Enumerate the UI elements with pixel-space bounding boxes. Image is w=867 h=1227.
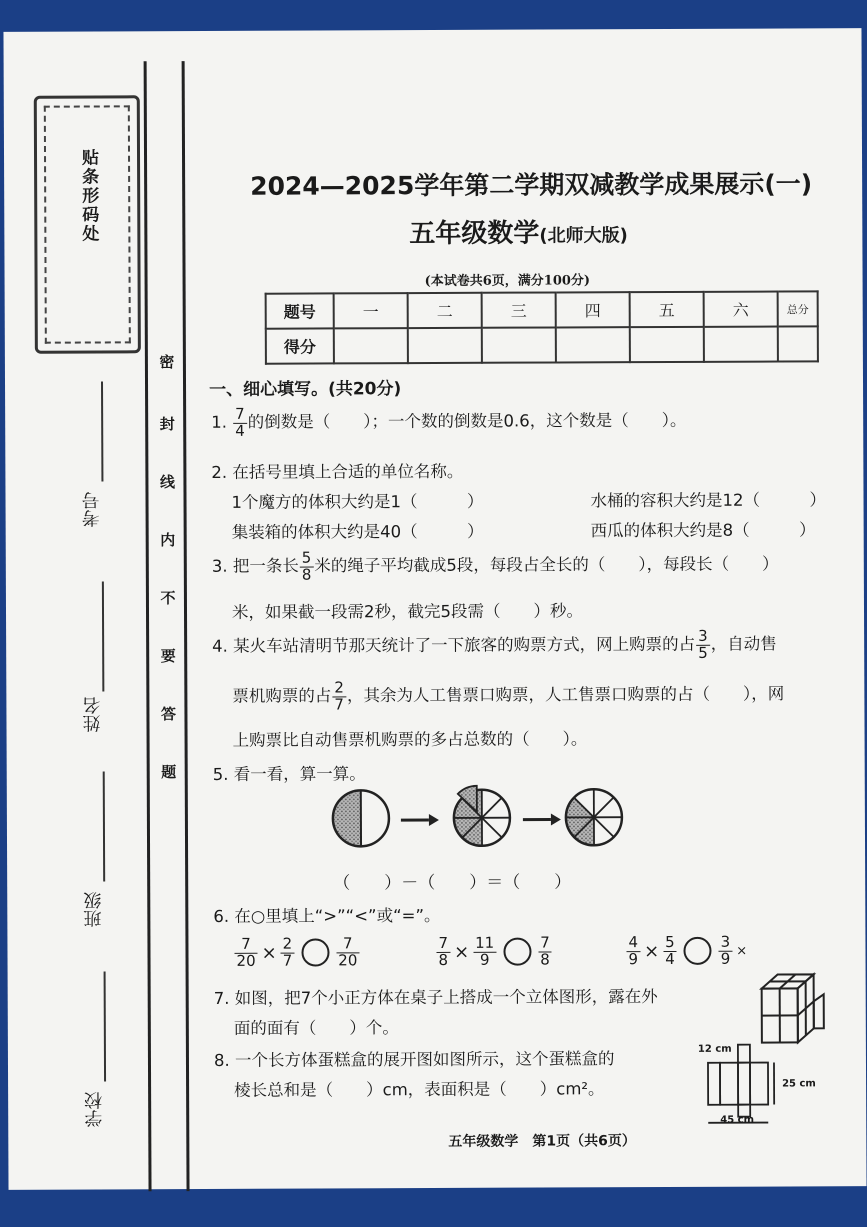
score-table-col: 总分 [778, 291, 818, 326]
name-line [102, 581, 104, 691]
edition-label: (北师大版) [539, 225, 628, 247]
fraction: $\frac{4}{9}$ [628, 933, 639, 968]
times-sign: × [643, 940, 660, 962]
exam-number-line [101, 381, 103, 481]
question-4-line2 [232, 678, 784, 713]
fraction: $\frac{5}{4}$ [665, 932, 675, 968]
compare-circle[interactable] [503, 938, 531, 966]
question-text: 在括号里填上合适的单位名称。 [232, 461, 464, 482]
score-cell[interactable] [482, 327, 556, 362]
q2-item: 1个魔方的体积大约是1（ ） [231, 491, 484, 512]
seal-char: 答 [160, 705, 176, 724]
dimension-label: 25 cm [782, 1078, 816, 1090]
seal-char: 内 [160, 531, 176, 550]
binding-line-left [144, 61, 152, 1191]
subject-name: 五年级数学 [409, 218, 540, 250]
result-circle-figure [566, 789, 622, 845]
question-text: 某火车站清明节那天统计了一下旅客的购票方式，网上购票的占 [233, 634, 696, 656]
score-cell[interactable] [778, 326, 818, 361]
q6-expression [435, 935, 552, 968]
class-line [103, 771, 105, 881]
compare-circle[interactable] [684, 937, 712, 965]
score-cell[interactable] [334, 328, 408, 363]
question-7-line2: 面的面有（ ）个。 [233, 1018, 399, 1038]
fraction: $\frac{7}{20}$ [336, 936, 359, 969]
barcode-area [34, 95, 141, 353]
times-sign: × [736, 943, 748, 959]
fraction: $\frac{7}{4}$ [235, 404, 245, 440]
question-3-line2: 米，如果截一段需2秒，截完5段需（ ）秒。 [231, 601, 584, 622]
score-table-col: 五 [630, 292, 704, 327]
question-number: 1. [211, 412, 227, 432]
q5-equation: （ ）－（ ）＝（ ） [333, 872, 572, 894]
q2-item: 西瓜的体积大约是8（ ） [590, 520, 816, 541]
q2-item: 集装箱的体积大约是40（ ） [231, 521, 484, 542]
fraction: $\frac{3}{9}$ [720, 932, 731, 968]
question-text: ，其余为人工售票口购票，人工售票口购票的占（ ），网 [346, 684, 785, 706]
question-text: 票机购票的占 [232, 686, 332, 706]
fraction: $\frac{2}{7}$ [282, 934, 293, 970]
question-8-line2: 棱长总和是（ ）cm，表面积是（ ）cm²。 [234, 1079, 605, 1100]
binding-line-right [182, 61, 190, 1191]
score-cell[interactable] [704, 327, 778, 362]
seal-char: 不 [160, 589, 176, 608]
question-number: 3. [211, 556, 228, 576]
exam-note: (本试卷共6页，满分100分) [424, 273, 591, 290]
score-table-col: 二 [408, 293, 482, 328]
question-4 [212, 626, 777, 664]
q5-circles-figure [325, 781, 625, 858]
compare-circle[interactable] [301, 939, 329, 967]
score-table-col: 四 [556, 292, 630, 327]
barcode-label: 贴条形码处 [77, 148, 99, 244]
score-cell[interactable] [630, 327, 704, 362]
question-text: 如图，把7个小正方体在桌子上搭成一个立体图形，露在外 [234, 987, 658, 1008]
score-table-header-row [266, 291, 818, 328]
question-7 [214, 983, 658, 1009]
score-table [265, 290, 819, 364]
page-footer: 五年级数学 第1页（共6页） [448, 1133, 636, 1150]
question-text: 米的绳子平均截成5段，每段占全长的（ ），每段长（ ） [314, 554, 779, 576]
q2-item: 水桶的容积大约是12（ ） [590, 490, 827, 511]
dimension-label: 12 cm [697, 1043, 732, 1055]
question-number: 6. [213, 906, 230, 926]
fraction: $\frac{7}{8}$ [438, 933, 449, 969]
exam-title: 2024—2025学年第二学期双减教学成果展示(一) [250, 169, 813, 201]
question-4-line3: 上购票比自动售票机购票的多占总数的（ ）。 [232, 729, 588, 750]
times-sign: × [453, 941, 470, 963]
class-label: 班级 [83, 891, 105, 928]
seal-char: 线 [159, 473, 175, 492]
score-table-row-label: 得分 [266, 328, 334, 363]
question-text: 看一看，算一算。 [233, 764, 366, 784]
question-number: 4. [212, 636, 228, 656]
eighths-circle-figure [454, 786, 510, 846]
exam-paper [3, 28, 866, 1190]
question-text: 在○里填上“>”“<”或“=”。 [234, 905, 441, 926]
question-text: 的倒数是（ ）；一个数的倒数是0.6，这个数是（ ）。 [247, 410, 687, 432]
question-number: 7. [213, 988, 230, 1008]
seal-char: 封 [159, 415, 175, 434]
cube-stack-figure [758, 966, 828, 1046]
question-text: 一个长方体蛋糕盒的展开图如图所示，这个蛋糕盒的 [234, 1049, 615, 1070]
score-table-col: 六 [704, 292, 778, 327]
question-text: ，自动售 [710, 634, 777, 654]
fraction: $\frac{7}{8}$ [540, 933, 550, 969]
fraction: $\frac{11}{9}$ [473, 936, 496, 969]
question-5 [213, 760, 366, 785]
score-table-col: 三 [482, 292, 556, 327]
score-table-col: 一 [334, 293, 408, 328]
times-sign: × [261, 942, 277, 964]
fraction: $\frac{5}{8}$ [301, 548, 312, 584]
arrow-right-icon [401, 814, 439, 826]
score-cell[interactable] [408, 328, 482, 363]
half-circle-figure [333, 790, 389, 846]
school-line [104, 971, 106, 1081]
fraction: $\frac{3}{5}$ [698, 626, 708, 662]
score-table-row-label: 题号 [266, 293, 334, 328]
score-cell[interactable] [556, 327, 630, 362]
school-label: 学校 [84, 1091, 106, 1128]
arrow-right-icon [523, 813, 561, 825]
seal-char: 密 [159, 353, 175, 372]
question-number: 5. [212, 764, 229, 784]
exam-subject-title [409, 212, 628, 250]
dimension-label: 45 cm [720, 1114, 755, 1126]
section-title: 一、细心填写。(共20分) [208, 379, 402, 400]
question-8 [214, 1045, 615, 1071]
fraction: $\frac{7}{20}$ [234, 937, 257, 970]
score-table-score-row [266, 326, 818, 363]
question-3 [212, 549, 779, 584]
q6-expression [625, 932, 750, 968]
question-number: 8. [213, 1050, 230, 1070]
question-number: 2. [211, 462, 228, 482]
seal-char: 要 [160, 647, 176, 666]
fraction: $\frac{2}{7}$ [334, 678, 345, 714]
exam-number-label: 考号 [81, 491, 103, 528]
question-6 [213, 902, 440, 927]
question-1 [211, 405, 686, 440]
seal-char: 题 [161, 763, 177, 782]
question-2 [211, 458, 463, 483]
question-text: 把一条长 [232, 556, 299, 576]
name-label: 姓名 [82, 696, 104, 733]
q6-expression [233, 936, 360, 969]
